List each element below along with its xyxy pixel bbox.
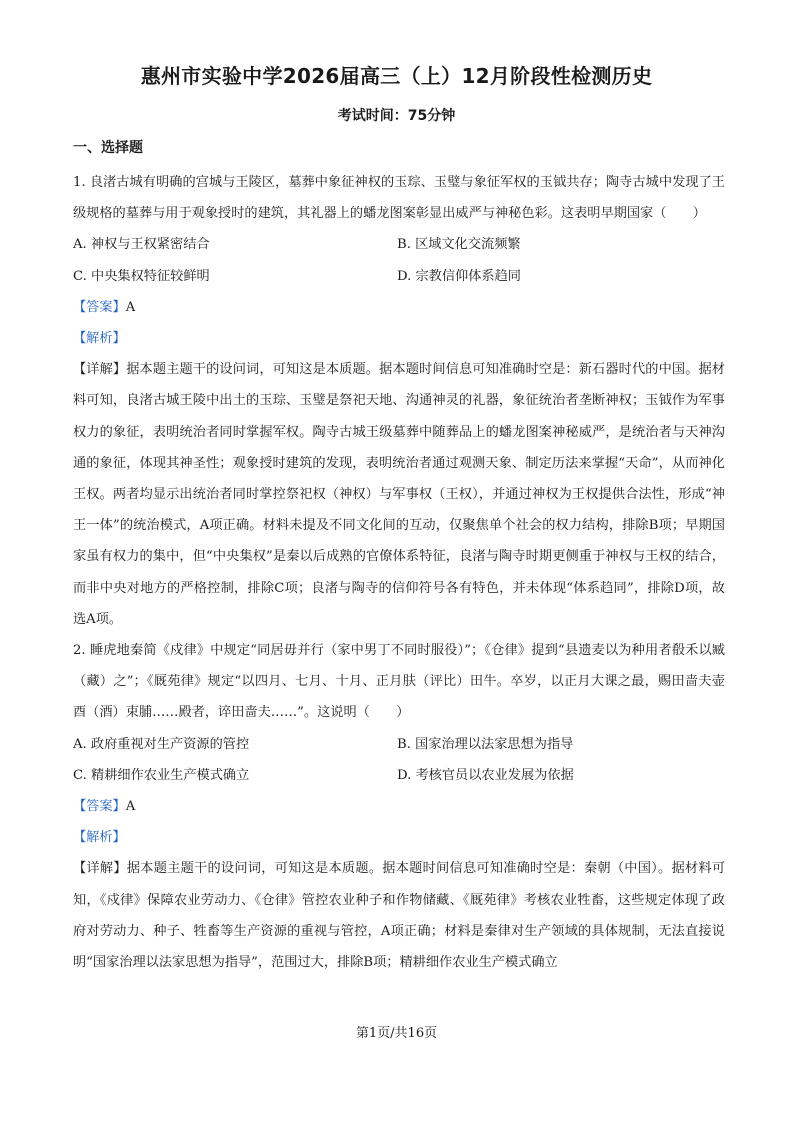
page-number: 第1页/共16页 — [355, 1026, 438, 1041]
option-a: A. 神权与王权紧密结合 — [73, 237, 210, 253]
section-heading: 一、选择题 — [73, 140, 143, 156]
detail-label: 【详解】 — [73, 362, 127, 378]
page-title: 惠州市实验中学2026届高三（上）12月阶段性检测历史 — [140, 64, 653, 88]
question-1 — [73, 167, 725, 635]
answer-line — [73, 791, 725, 822]
analysis-line — [73, 323, 725, 354]
answer-label: 【答案】 — [73, 299, 126, 315]
detail-label: 【详解】 — [73, 861, 127, 877]
detail-text: 据本题主题干的设问词，可知这是本质题。据本题时间信息可知准确时空是：秦朝（中国）。据材料可知，《戍律》保障农业劳动力、《仓律》管控农业种子和作物储藏、《厩苑律》考核农业牲畜，这些规定体现了政府对劳动力、种子、牲畜等生产资源的重视与管控，A项正确；材料是秦律对生产领域的具体规制，无法直接说明“国家治理以法家思想为指导”，范围过大，排除B项；精耕细作农业生产模式确立 — [73, 861, 726, 971]
question-list — [73, 167, 725, 978]
option-d: D. 考核官员以农业发展为依据 — [397, 767, 574, 783]
option-a: A. 政府重视对生产资源的管控 — [73, 736, 250, 752]
answer-value: A — [125, 799, 136, 815]
analysis-line — [73, 822, 725, 853]
analysis-label: 【解析】 — [73, 830, 126, 846]
question-2 — [73, 635, 725, 978]
option-d: D. 宗教信仰体系趋同 — [397, 268, 521, 284]
option-b: B. 区域文化交流频繁 — [397, 237, 521, 253]
option-b: B. 国家治理以法家思想为指导 — [397, 736, 574, 752]
detail-paragraph — [73, 354, 725, 635]
answer-line — [73, 292, 725, 323]
option-list — [73, 229, 725, 291]
question-stem: 2. 睡虎地秦简《戍律》中规定“同居毋并行（家中男丁不同时服役）”；《仓律》提到“县遗麦以为种用者殽禾以臧（藏）之”；《厩苑律》规定“以四月、七月、十月、正月肤（评比）田牛。卒岁，以正月大课之最，赐田啬夫壶酉（酒）束脯……殿者，谇田啬夫……”。这说明（ ） — [73, 643, 725, 721]
question-stem: 1. 良渚古城有明确的宫城与王陵区，墓葬中象征神权的玉琮、玉璧与象征军权的玉钺共存；陶寺古城中发现了王级规格的墓葬与用于观象授时的建筑，其礼器上的蟠龙图案彰显出威严与神秘色彩。这表明早期国家（ ） — [73, 175, 725, 222]
option-c: C. 中央集权特征较鲜明 — [73, 268, 210, 284]
option-list — [73, 729, 725, 791]
answer-value: A — [125, 299, 136, 315]
option-c: C. 精耕细作农业生产模式确立 — [73, 767, 250, 783]
analysis-label: 【解析】 — [73, 331, 126, 347]
answer-label: 【答案】 — [73, 799, 126, 815]
exam-duration: 考试时间：75分钟 — [337, 108, 456, 124]
detail-paragraph — [73, 853, 725, 978]
detail-text: 据本题主题干的设问词，可知这是本质题。据本题时间信息可知准确时空是：新石器时代的中国。据材料可知，良渚古城王陵中出土的玉琮、玉璧是祭祀天地、沟通神灵的礼器，象征统治者垄断神权；玉钺作为军事权力的象征，表明统治者同时掌握军权。陶寺古城王级墓葬中随葬品上的蟠龙图案神秘威严，是统治者与天神沟通的象征，体现其神圣性；观象授时建筑的发现，表明统治者通过观测天象、制定历法来掌握“天命”，从而神化王权。两者均显示出统治者同时掌控祭祀权（神权）与军事权（王权），并通过神权为王权提供合法性，形成“神王一体”的统治模式，A项正确。材料未提及不同文化间的互动，仅聚焦单个社会的权力结构，排除B项；早期国家虽有权力的集中，但“中央集权”是秦以后成熟的官僚体系特征，良渚与陶寺时期更侧重于神权与王权的结合，而非中央对地方的严格控制，排除C项；良渚与陶寺的信仰符号各有特色，并未体现“体系趋同”，排除D项，故选A项。 — [73, 362, 725, 627]
